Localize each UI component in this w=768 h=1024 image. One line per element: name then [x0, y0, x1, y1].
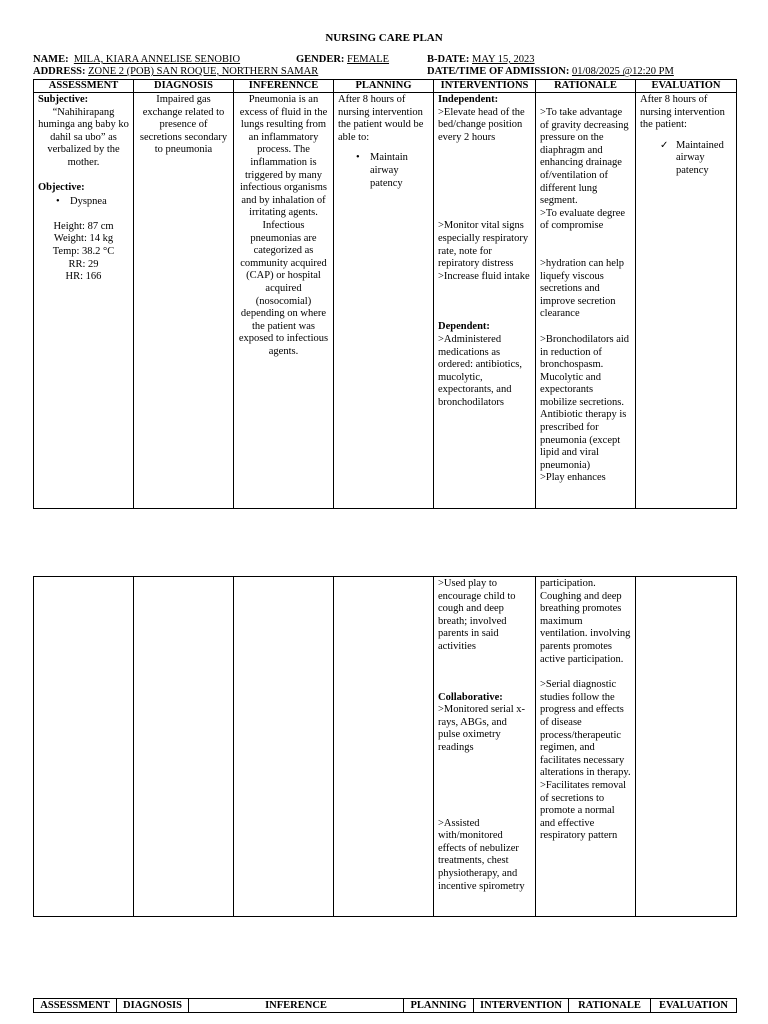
- vital-temp: Temp: 38.2 °C: [52, 245, 115, 257]
- footer-header-row: [34, 999, 737, 1013]
- footer-header-rationale: RATIONALE: [569, 999, 651, 1013]
- header-planning: PLANNING: [334, 80, 434, 93]
- footer-header-evaluation: EVALUATION: [651, 999, 737, 1013]
- evaluation-intro: After 8 hours of nursing intervention the patient:: [640, 94, 725, 131]
- care-plan-table-page-2: [33, 576, 737, 917]
- independent-label: Independent:: [438, 94, 499, 105]
- header-assessment: ASSESSMENT: [34, 80, 134, 93]
- diagnosis-cell: [134, 93, 234, 509]
- admission-label: DATE/TIME OF ADMISSION:: [427, 66, 570, 77]
- rationale-hydration: >hydration can help liquefy viscous secretions and improve secretion clearance: [540, 257, 625, 320]
- rationale-removal: >Facilitates removal of secretions to promote a normal and effective respiratory pattern: [540, 779, 627, 842]
- intervention-serial: >Monitored serial x-rays, ABGs, and pulse oximetry readings: [438, 704, 525, 753]
- vital-weight: Weight: 14 kg: [53, 233, 114, 245]
- intervention-play: >Used play to encourage child to cough and deep breath; involved parents in said activities: [438, 578, 516, 652]
- bdate-label: B-DATE:: [427, 54, 470, 65]
- collaborative-label: Collaborative:: [438, 691, 503, 703]
- evaluation-cell-continued: [636, 577, 737, 917]
- assessment-cell: [34, 93, 134, 509]
- care-plan-row-continued: [34, 577, 737, 917]
- care-plan-table-page-1: [33, 79, 737, 509]
- subjective-label: Subjective:: [38, 94, 89, 105]
- dependent-label: Dependent:: [438, 321, 490, 333]
- care-plan-row: [34, 93, 737, 509]
- header-diagnosis: DIAGNOSIS: [134, 80, 234, 93]
- name-label: NAME:: [33, 54, 69, 65]
- patient-address: ZONE 2 (POB) SAN ROQUE, NORTHERN SAMAR: [88, 66, 319, 77]
- header-rationale: RATIONALE: [536, 80, 636, 93]
- admission-row: [427, 66, 674, 77]
- address-label: ADDRESS:: [33, 66, 86, 77]
- address-row: [33, 66, 318, 77]
- planning-intro: After 8 hours of nursing intervention the patient would be able to:: [338, 94, 424, 143]
- footer-header-diagnosis: DIAGNOSIS: [117, 999, 189, 1013]
- evaluation-result: ✓ Maintained airway patency: [640, 140, 732, 178]
- care-plan-table-page-3-header: [33, 998, 737, 1013]
- footer-header-inference: INFERENCE: [189, 999, 404, 1013]
- patient-bdate: MAY 15, 2023: [472, 54, 535, 65]
- document-title: NURSING CARE PLAN: [325, 32, 443, 44]
- rationale-gravity: >To take advantage of gravity decreasing pressure on the diaphragm and enhancing drainage of/ventilation of different lung segment.: [540, 107, 629, 207]
- inference-cell: [234, 93, 334, 509]
- intervention-fluid: >Increase fluid intake: [438, 270, 530, 282]
- objective-item: • Dyspnea: [38, 196, 129, 209]
- planning-goal: • Maintain airway patency: [338, 152, 429, 190]
- rationale-evaluate: >To evaluate degree of compromise: [540, 207, 626, 232]
- intervention-elevate: >Elevate head of the bed/change position every 2 hours: [438, 106, 525, 143]
- intervention-monitor-vitals: >Monitor vital signs especially respiratory rate, note for repiratory distress: [438, 220, 529, 270]
- diagnosis-cell-continued: [134, 577, 234, 917]
- rationale-play-cont: participation. Coughing and deep breathing promotes maximum ventilation. involving parents promotes active participation.: [540, 578, 631, 665]
- objective-label: Objective:: [38, 181, 85, 193]
- header-interventions: INTERVENTIONS: [434, 80, 536, 93]
- planning-cell: [334, 93, 434, 509]
- header-row: [34, 80, 737, 93]
- interventions-cell-continued: [434, 577, 536, 917]
- interventions-cell: [434, 93, 536, 509]
- inference-cell-continued: [234, 577, 334, 917]
- vital-rr: RR: 29: [68, 258, 99, 270]
- name-row: [33, 54, 240, 65]
- gender-row: [296, 54, 389, 65]
- footer-header-assessment: ASSESSMENT: [34, 999, 117, 1013]
- rationale-cell: [536, 93, 636, 509]
- footer-header-planning: PLANNING: [404, 999, 474, 1013]
- footer-header-intervention: INTERVENTION: [474, 999, 569, 1013]
- vital-hr: HR: 166: [65, 271, 102, 283]
- planning-cell-continued: [334, 577, 434, 917]
- bdate-row: [427, 54, 535, 65]
- patient-name: MILA, KIARA ANNELISE SENOBIO: [73, 54, 241, 65]
- rationale-serial: >Serial diagnostic studies follow the progress and effects of disease process/therapeutic regimen, and facilitates necessary alterations in therapy.: [540, 679, 631, 779]
- intervention-nebulizer: >Assisted with/monitored effects of nebulizer treatments, chest physiotherapy, and incentive spirometry: [438, 817, 525, 892]
- rationale-play-start: >Play enhances: [540, 472, 606, 484]
- inference-text: Pneumonia is an excess of fluid in the lungs resulting from an inflammatory process. The inflammation is triggered by many infectious organisms and by inhalation of irritating agents. Infectious pneumonias are categorized as community acquired (CAP) or hospital acquired (nosocomial) depending on where the patient was exposed to infectious agents.: [238, 94, 329, 357]
- assessment-cell-continued: [34, 577, 134, 917]
- gender-label: GENDER:: [296, 54, 345, 65]
- diagnosis-text: Impaired gas exchange related to presence of secretions secondary to pneumonia: [139, 94, 228, 156]
- header-inference: INFERENNCE: [234, 80, 334, 93]
- patient-gender: FEMALE: [347, 54, 390, 65]
- intervention-medications: >Administered medications as ordered: antibiotics, mucolytic, expectorants, and bronchodilators: [438, 333, 522, 408]
- rationale-cell-continued: [536, 577, 636, 917]
- admission-datetime: 01/08/2025 @12:20 PM: [571, 66, 674, 77]
- rationale-bronchodilators: >Bronchodilators aid in reduction of bronchospasm. Mucolytic and expectorants mobilize secretions. Antibiotic therapy is prescribed for pneumonia (except lipid and viral pneumonia): [540, 333, 630, 471]
- header-evaluation: EVALUATION: [636, 80, 737, 93]
- evaluation-cell: [636, 93, 737, 509]
- vital-height: Height: 87 cm: [53, 220, 114, 232]
- subjective-text: “Nahihirapang huminga ang baby ko dahil sa ubo” as verbalized by the mother.: [38, 106, 129, 168]
